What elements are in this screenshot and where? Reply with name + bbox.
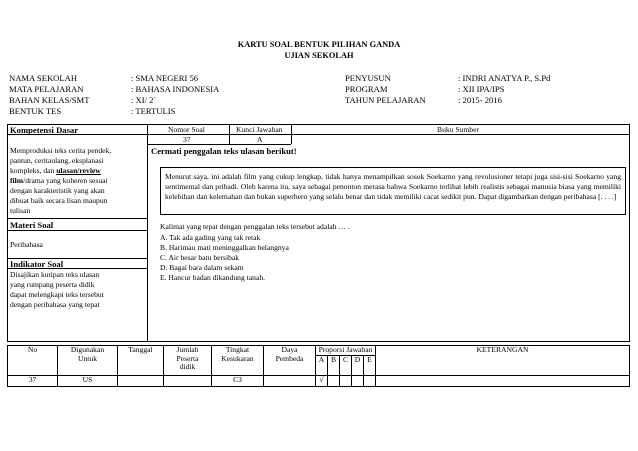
- cell-daya: [264, 376, 316, 387]
- header-line: Pembeda: [275, 353, 304, 363]
- info-label: NAMA SEKOLAH: [9, 73, 78, 83]
- col-header-digunakan: [58, 346, 118, 376]
- header-line: Digunakan: [70, 345, 105, 354]
- table-row: [8, 376, 630, 387]
- header-line: Peserta: [176, 353, 199, 363]
- col-header-keterangan: KETERANGAN: [376, 346, 630, 376]
- cell-jumlah: [164, 376, 212, 387]
- header-line: Kesukaran: [221, 353, 254, 363]
- option-d: D. Bagai bara dalam sekam: [160, 263, 244, 272]
- cell-digunakan: US: [58, 376, 118, 387]
- row-divider: [7, 230, 147, 231]
- header-line: Daya: [281, 345, 298, 354]
- cell-keterangan: [376, 376, 630, 387]
- col-header-letter: B: [328, 356, 340, 376]
- indikator-line: yang rumpang peserta didik: [10, 280, 95, 289]
- info-label: MATA PELAJARAN: [9, 84, 84, 94]
- info-value: : TERTULIS: [131, 106, 176, 116]
- buku-sumber-label: Buku Sumber: [437, 125, 479, 134]
- question-stem: Kalimat yang tepat dengan penggalan teks tersebut adalah … .: [160, 222, 350, 231]
- kunci-jawaban-value: A: [257, 135, 263, 144]
- info-value: : 2015- 2016: [458, 95, 502, 105]
- header-line: Untuk: [78, 353, 97, 363]
- option-b: B. Harimau mati meninggalkan belangnya: [160, 243, 289, 252]
- kd-line: Memproduksi teks cerita pendek,: [10, 146, 112, 155]
- column-divider: [291, 124, 292, 144]
- info-value: : INDRI ANATYA P., S.Pd: [458, 73, 551, 83]
- row-divider: [7, 134, 630, 135]
- instruction: Cermati penggalan teks ulasan berikut!: [151, 146, 297, 156]
- cell-tingkat: C3: [212, 376, 264, 387]
- card-subtitle: UJIAN SEKOLAH: [284, 51, 354, 60]
- col-header-letter: D: [352, 356, 364, 376]
- cell-e: [364, 376, 376, 387]
- kd-line: tulisan: [10, 206, 31, 215]
- col-header-tanggal: Tanggal: [118, 346, 164, 376]
- cell-no: 37: [8, 376, 58, 387]
- kd-line: dengan karakteristik yang akan: [10, 186, 105, 195]
- indikator-heading: Indikator Soal: [10, 259, 64, 269]
- row-divider: [7, 218, 147, 219]
- info-label: TAHUN PELAJARAN: [345, 95, 426, 105]
- indikator-line: Disajikan kutipan teks ulasan: [10, 270, 100, 279]
- col-header-letter: A: [316, 356, 328, 376]
- kd-line: [10, 176, 108, 185]
- option-c: C. Air besar batu bersibak: [160, 253, 240, 262]
- kd-line-part: kompleks, dan: [10, 166, 57, 175]
- kd-heading: Kompetensi Dasar: [10, 125, 79, 135]
- info-label: BAHAN KELAS/SMT: [9, 95, 90, 105]
- info-value: : SMA NEGERI 56: [131, 73, 199, 83]
- indikator-line: dapat melengkapi teks tersebut: [10, 290, 104, 299]
- header-line: Tingkat: [225, 345, 250, 354]
- materi-value: Peribahasa: [10, 240, 43, 249]
- materi-heading: Materi Soal: [10, 220, 54, 230]
- col-header-daya: [264, 346, 316, 376]
- column-divider: [147, 124, 148, 342]
- kd-line: [10, 166, 101, 175]
- kd-line-part: ulasan/review: [56, 166, 101, 175]
- nomor-soal-label: Nomor Soal: [168, 125, 205, 134]
- col-header-proporsi: Proporsi Jawaban: [316, 346, 376, 356]
- cell-tanggal: [118, 376, 164, 387]
- col-header-letter: E: [364, 356, 376, 376]
- cell-c: [340, 376, 352, 387]
- kd-line-part: /drama yang koheren sesuai: [23, 176, 108, 185]
- info-value: : XI/ 2`: [131, 95, 157, 105]
- info-value: : BAHASA INDONESIA: [131, 84, 220, 94]
- indikator-line: dengan peribahasa yang tepat: [10, 300, 100, 309]
- option-e: E. Hancur badan dikandung tanah.: [160, 273, 266, 282]
- cell-d: [352, 376, 364, 387]
- reading-passage: Menurut saya, ini adalah film yang cukup lengkap, tidak hanya menampilkan sosok Soekarno yang revolusioner tetapi juga sisi-sisi Soekarno yang sentimental dan pribadi. Oleh karena itu, saya sebagai penonton merasa bahwa Soekarno terlihat lebih realistis sebagai manusia biasa yang memiliki kelebihan dan kelemahan dan bukan superhero yang selalu benar dan tidak memiliki cacat sedikit pun. Dapat digambarkan dengan peribahasa [. . . .]: [160, 167, 626, 215]
- kd-line: dibuat baik secara lisan maupun: [10, 196, 108, 205]
- nomor-soal-value: 37: [183, 135, 191, 144]
- col-header-no: No: [8, 346, 58, 376]
- item-statistics-table: [7, 345, 630, 387]
- cell-a: √: [316, 376, 328, 387]
- row-divider: [147, 144, 291, 145]
- column-divider: [229, 124, 230, 144]
- info-label: BENTUK TES: [9, 106, 62, 116]
- col-header-tingkat: [212, 346, 264, 376]
- kunci-jawaban-label: Kunci Jawaban: [236, 125, 283, 134]
- kd-line-part: film: [10, 176, 24, 185]
- cell-b: [328, 376, 340, 387]
- header-line: Jumlah: [176, 345, 199, 354]
- card-title: KARTU SOAL BENTUK PILIHAN GANDA: [237, 40, 401, 49]
- kd-line: pantun, ceritaulang, eksplanasi: [10, 156, 104, 165]
- col-header-jumlah: [164, 346, 212, 376]
- info-label: PROGRAM: [345, 84, 388, 94]
- option-a: A. Tak ada gading yang tak retak: [160, 233, 261, 242]
- header-line: didik: [179, 362, 196, 372]
- info-label: PENYUSUN: [345, 73, 391, 83]
- col-header-letter: C: [340, 356, 352, 376]
- info-value: : XII IPA/IPS: [458, 84, 505, 94]
